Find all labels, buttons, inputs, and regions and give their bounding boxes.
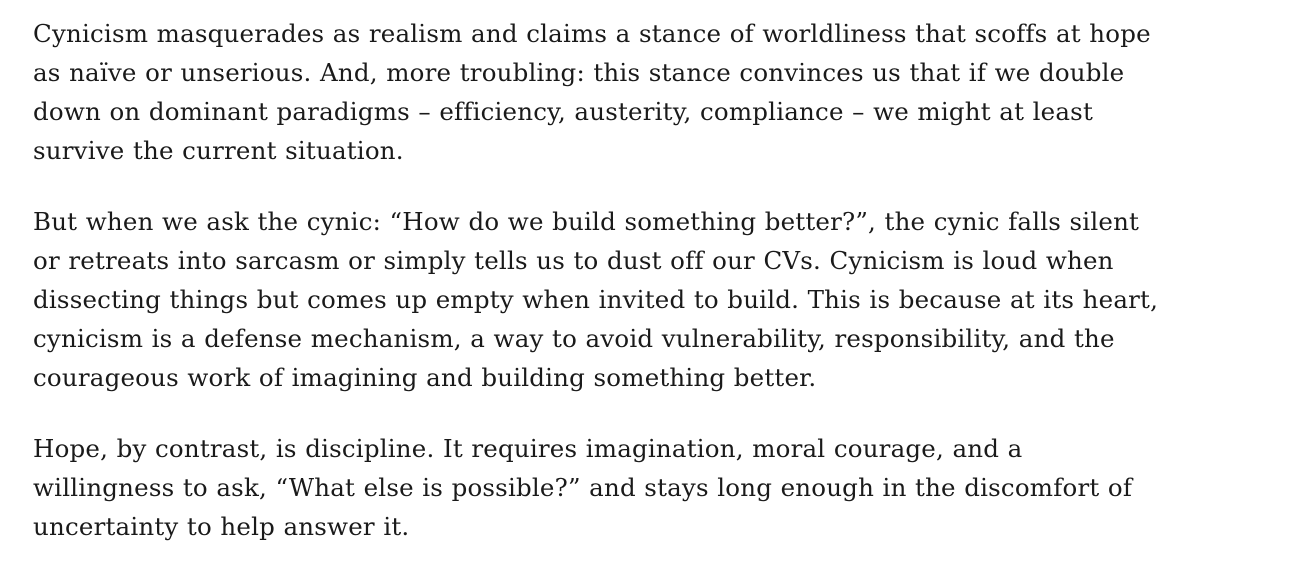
text-line: willingness to ask, “What else is possible?” and stays long enough in the discomfort of bbox=[33, 473, 1133, 502]
text-line: as naïve or unserious. And, more troubling: this stance convinces us that if we double bbox=[33, 58, 1125, 87]
paragraph-hope-discipline bbox=[33, 429, 1278, 546]
text-line: But when we ask the cynic: “How do we build something better?”, the cynic falls silent bbox=[33, 207, 1140, 236]
article-body bbox=[33, 14, 1278, 546]
text-line: down on dominant paradigms – efficiency, austerity, compliance – we might at least bbox=[33, 97, 1093, 126]
text-line: dissecting things but comes up empty when invited to build. This is because at its heart, bbox=[33, 285, 1159, 314]
paragraph-cynicism-realism bbox=[33, 14, 1278, 170]
text-line: uncertainty to help answer it. bbox=[33, 512, 410, 541]
text-line: Hope, by contrast, is discipline. It requires imagination, moral courage, and a bbox=[33, 434, 1023, 463]
text-line: courageous work of imagining and building something better. bbox=[33, 363, 817, 392]
text-line: cynicism is a defense mechanism, a way to avoid vulnerability, responsibility, and the bbox=[33, 324, 1115, 353]
text-line: Cynicism masquerades as realism and claims a stance of worldliness that scoffs at hope bbox=[33, 19, 1151, 48]
paragraph-ask-the-cynic bbox=[33, 202, 1278, 397]
text-line: or retreats into sarcasm or simply tells us to dust off our CVs. Cynicism is loud when bbox=[33, 246, 1114, 275]
text-line: survive the current situation. bbox=[33, 136, 404, 165]
